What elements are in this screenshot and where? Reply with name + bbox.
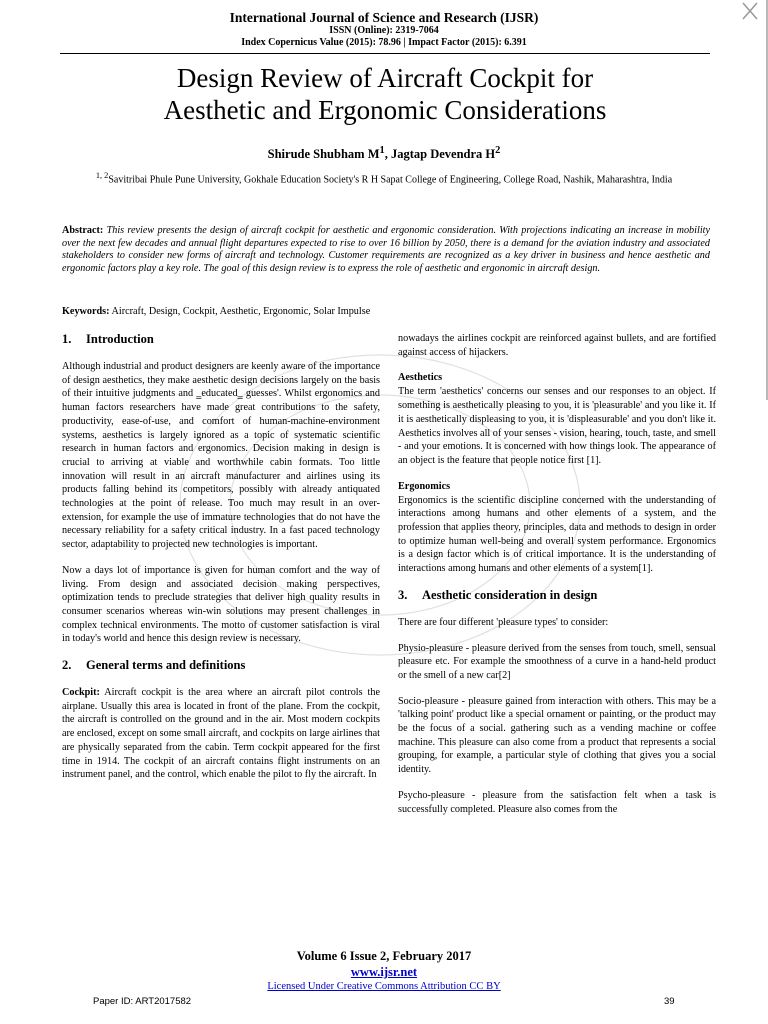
license-link[interactable]: Licensed Under Creative Commons Attribution CC BY — [267, 981, 501, 992]
subheading-aesthetics: Aesthetics — [398, 372, 443, 384]
section-number: 1. — [62, 332, 72, 346]
socio-pleasure-paragraph: Socio-pleasure - pleasure gained from interaction with others. This may be a 'talking point' product like a special ornament or painting, or the product may be the focus of a social. gathering such as a vending machine or coffee machine. This pleasure can also come from a product that represents a social grouping, for example, a particular style of clothing that gives you a social identity. — [398, 695, 716, 776]
title-line-1: Design Review of Aircraft Cockpit for — [176, 63, 594, 93]
ergonomics-paragraph: Ergonomics is the scientific discipline concerned with the understanding of interactions among humans and other elements of a system, and the profession that applies theory, principles, data and methods to design in order to optimize human well-being and overall system performance. Ergonomics is a design factor which is of critical importance. It is the understanding of interactions among humans and other elements of a system[1]. — [398, 494, 716, 575]
abstract — [62, 225, 710, 275]
page-footer — [0, 948, 768, 994]
author-superscript: 1 — [379, 145, 385, 156]
cockpit-text: Aircraft cockpit is the area where an aircraft pilot controls the airplane. Usually this area is located in front of the plane. From the cockpit, the aircraft is controlled on the ground and in the air. Most modern cockpits are enclosed, except on some small aircraft, and cockpits on large airlines that are physically separated from the cabin. Term cockpit appeared for the first time in 1914. The cockpit of an aircraft contains flight instruments on an instrument panel, and the control, which enable the pilot to fly the aircraft. In — [62, 687, 380, 781]
section-heading-general-terms — [62, 658, 380, 673]
journal-index: Index Copernicus Value (2015): 78.96 | Impact Factor (2015): 6.391 — [241, 37, 527, 48]
cockpit-label: Cockpit: — [62, 687, 100, 699]
left-column — [62, 332, 380, 794]
journal-issn: ISSN (Online): 2319-7064 — [329, 25, 439, 36]
header-divider — [60, 53, 710, 54]
abstract-label: Abstract: — [62, 225, 104, 236]
subheading-ergonomics: Ergonomics — [398, 480, 451, 492]
section-title: Aesthetic consideration in design — [422, 587, 598, 602]
footer-volume: Volume 6 Issue 2, February 2017 — [296, 949, 472, 963]
title-line-2: Aesthetic and Ergonomic Considerations — [163, 95, 607, 125]
section-number: 3. — [398, 587, 408, 602]
section-number: 2. — [62, 658, 72, 673]
intro-paragraph-1: Although industrial and product designers are keenly aware of the importance of design aesthetics, they make aesthetic design decisions largely on the basis of their intuitive judgments and ‗educated‗ guesses'. Whilst ergonomics and human factors researchers have made great contributions to the safety, productivity, ease-of-use, and comfort of human-machine-environment systems, aesthetics is largely ignored as a topic of systematic scientific research in human factors and ergonomics. Decision making in design is crucial to arriving at viable and worthwhile cabin formats. Too little innovation will result in an aircraft manufacturer and airlines using its products falling behind its competitors, possibly with already antiquated technologies at the point of release. Too much may result in an over-extension, for example the use of immature technologies that do not have the necessary reliability for a safety critical industry. In a fast paced technology sector, adaptability to projected new technologies is important. — [62, 361, 380, 551]
paper-id: Paper ID: ART2017582 — [93, 996, 192, 1007]
section-title: General terms and definitions — [86, 658, 246, 673]
page-number: 39 — [664, 996, 675, 1007]
section-heading-aesthetic-consideration — [398, 588, 716, 603]
journal-link[interactable]: www.ijsr.net — [350, 965, 418, 979]
paper-title — [60, 62, 710, 126]
affiliation-superscript: 1, 2 — [95, 171, 109, 180]
cockpit-continuation: nowadays the airlines cockpit are reinforced against bullets, and are fortified against access of hijackers. — [398, 333, 716, 358]
aesthetics-paragraph: The term 'aesthetics' concerns our senses and our responses to an object. If something is aesthetically pleasing to you, it is 'pleasurable' and you like it. If it is aesthetically displeasing to you, it is 'displeasurable' and you don't like it. Aesthetics involves all of your senses - vision, hearing, touch, taste, and smell - and your emotions. It is concerned with how things look. The appearance of an object is the feature that people notice first [1]. — [398, 386, 717, 466]
journal-name: International Journal of Science and Research (IJSR) — [229, 10, 539, 25]
author-name: Jagtap Devendra H — [390, 147, 496, 162]
section-title: Introduction — [86, 332, 154, 346]
author-name: Shirude Shubham M — [267, 147, 380, 162]
affiliation-text: Savitribai Phule Pune University, Gokhale Education Society's R H Sapat College of Engineering, College Road, Nashik, Maharashtra, India — [108, 174, 673, 186]
intro-paragraph-2: Now a days lot of importance is given for human comfort and the way of living. From design and associated decision making perspectives, optimization tends to preclude strategies that deliver high quality results in consumer scenarios whereas win-win solutions may present challenges in complex technical environments. The motto of customer satisfaction is viral in today's world and hence this design review is necessary. — [62, 564, 380, 645]
author-affiliation — [88, 170, 680, 186]
section-heading-introduction — [62, 332, 380, 347]
author-separator: , — [384, 147, 391, 162]
author-list — [0, 145, 768, 162]
journal-header — [0, 10, 768, 49]
author-superscript: 2 — [495, 145, 501, 156]
pleasure-intro: There are four different 'pleasure types' to consider: — [398, 616, 609, 628]
keywords-text: Aircraft, Design, Cockpit, Aesthetic, Ergonomic, Solar Impulse — [111, 306, 371, 317]
keywords-label: Keywords: — [62, 306, 110, 317]
right-column — [398, 332, 716, 828]
psycho-pleasure-paragraph: Psycho-pleasure - pleasure from the satisfaction felt when a task is successfully completed. Pleasure also comes from the — [398, 789, 716, 815]
keywords — [62, 306, 710, 317]
physio-pleasure-paragraph: Physio-pleasure - pleasure derived from the senses from touch, smell, sensual pleasure etc. For example the smoothness of a curve in a hand-held product or the smell of a new car[2] — [398, 642, 716, 681]
abstract-text: This review presents the design of aircraft cockpit for aesthetic and ergonomic consideration. With projections indicating an increase in mobility over the next few decades and annual flight departures expected to rise to over 16 billion by 2050, there is a demand for the aviation industry and associated stakeholders to consider new forms of aircraft and technology. Customer requirements are recognized as a key driver in business and hence aesthetic and ergonomic factors play a key role. The goal of this design review is to express the role of aesthetic and ergonomic in aircraft design. — [62, 225, 710, 274]
cockpit-paragraph — [62, 686, 380, 782]
